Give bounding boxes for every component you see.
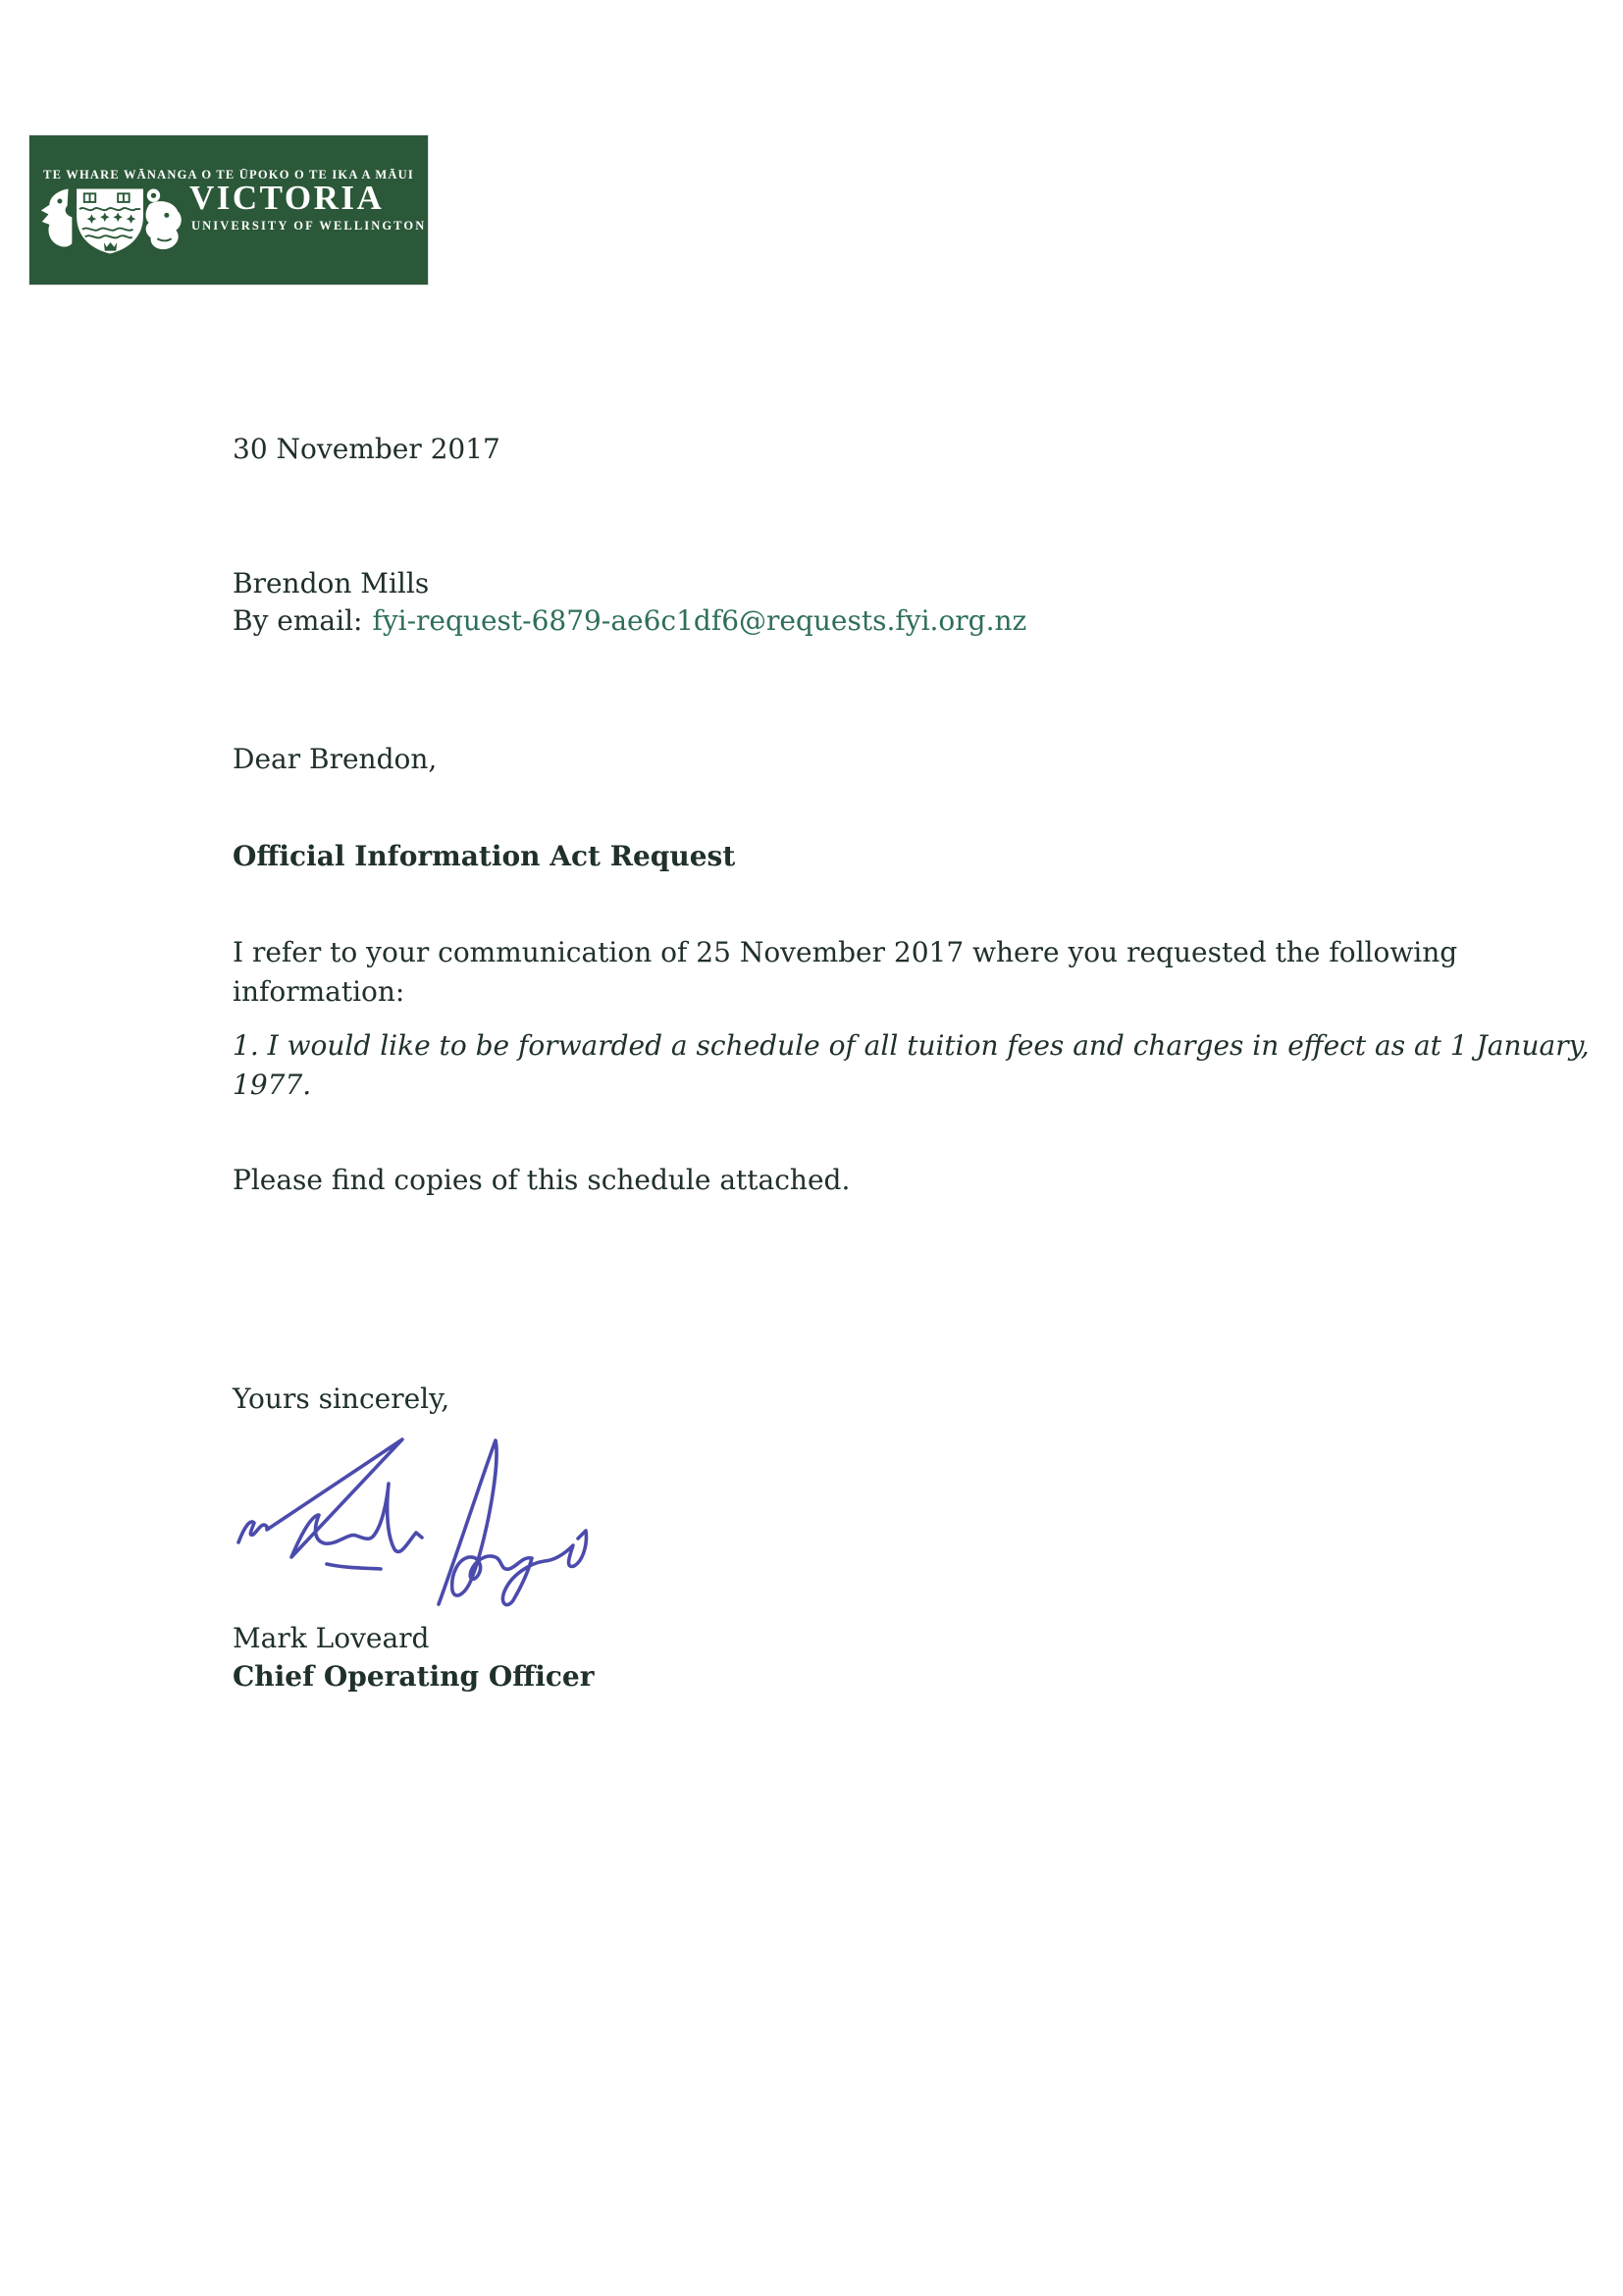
intro-line-2: information: [233,975,405,1008]
salutation: Dear Brendon, [233,743,438,775]
attachment-paragraph: Please find copies of this schedule attached. [233,1164,851,1196]
logo-subtitle: UNIVERSITY OF WELLINGTON [191,219,427,233]
logo-maori-line: TE WHARE WĀNANGA O TE ŪPOKO O TE IKA A MĀUI [43,168,414,182]
recipient-name: Brendon Mills [233,567,430,600]
subject-heading: Official Information Act Request [233,840,736,872]
quoted-request [233,1026,1590,1105]
logo-wordmark: VICTORIA [189,179,385,217]
email-label: By email: [233,604,363,637]
signer-name: Mark Loveard [233,1622,430,1654]
letter-date: 30 November 2017 [233,433,500,465]
intro-paragraph [233,933,1457,1012]
intro-line-1: I refer to your communication of 25 November 2017 where you requested the following [233,936,1458,968]
quote-line-1: 1. I would like to be forwarded a schedule of all tuition fees and charges in effect as at 1 January, [233,1029,1590,1062]
quote-line-2: 1977. [233,1069,312,1101]
signer-title: Chief Operating Officer [233,1660,595,1693]
email-line [233,602,1026,640]
email-link[interactable]: fyi-request-6879-ae6c1df6@requests.fyi.org.nz [372,604,1027,637]
recipient-block [233,565,1026,640]
handwritten-signature-icon [229,1425,616,1626]
university-logo [29,135,428,285]
victoria-crest-icon [37,184,184,259]
closing: Yours sincerely, [233,1383,450,1415]
